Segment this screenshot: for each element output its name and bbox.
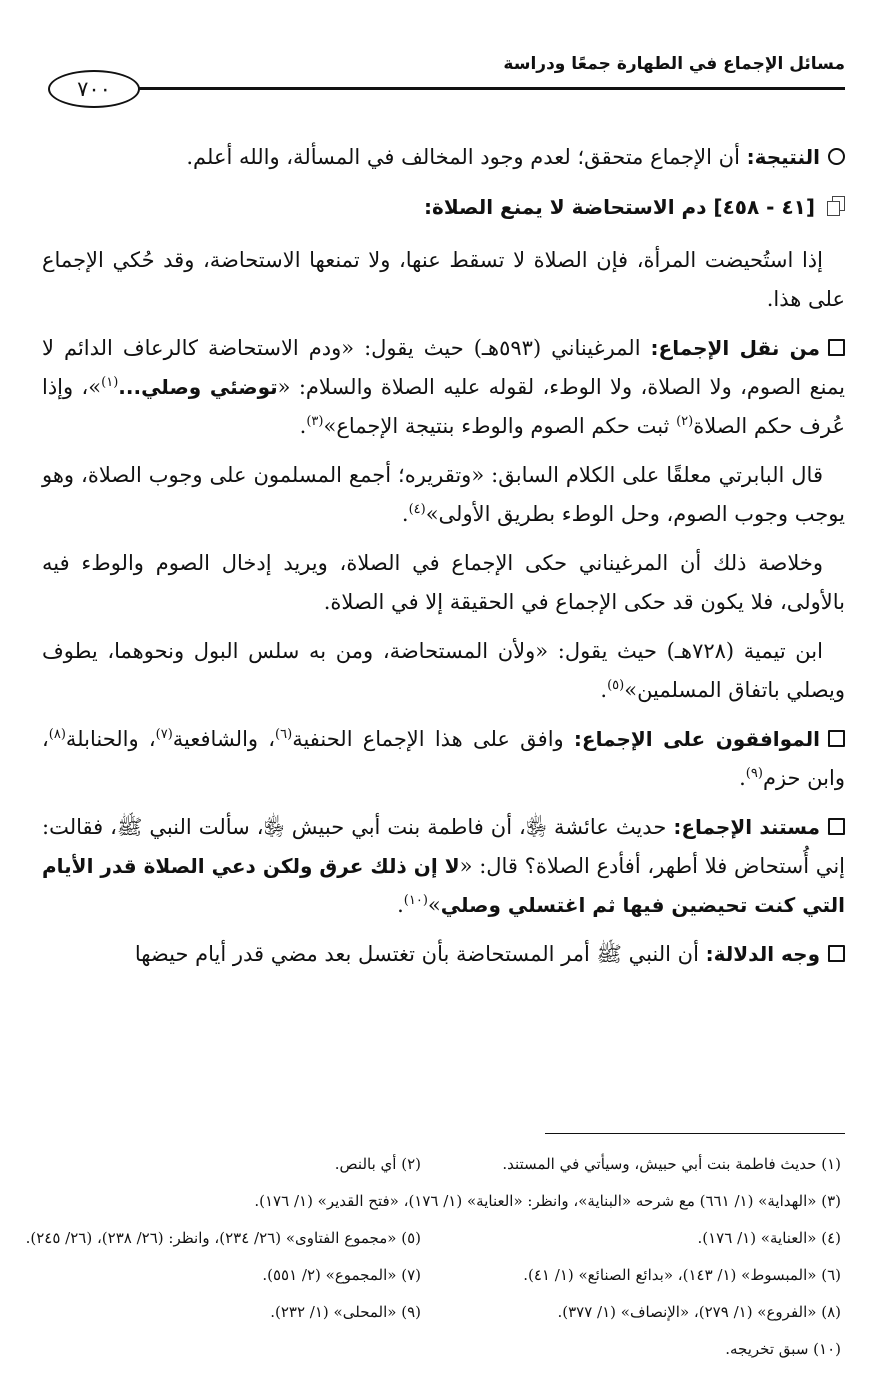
agreeing-text-4: ، وابن حزم: [42, 727, 845, 790]
transmitters-label: من نقل الإجماع:: [650, 336, 821, 360]
agreeing-label: الموافقون على الإجماع:: [573, 727, 820, 751]
footnote-row: [42, 1183, 841, 1220]
square-bullet-icon: [828, 945, 845, 962]
basis-hadith: لا إن ذلك عرق ولكن دعي الصلاة قدر الأيام التي كنت تحيضين فيها ثم اغتسلي وصلي: [42, 854, 845, 917]
page-number: ٧٠٠: [48, 70, 140, 108]
footnote-ref-6: (٦): [275, 727, 293, 742]
footnote-row: [42, 1257, 841, 1294]
square-bullet-icon: [828, 339, 845, 356]
evidence-label: وجه الدلالة:: [705, 942, 820, 966]
summary-paragraph: وخلاصة ذلك أن المرغيناني حكى الإجماع في الصلاة، ويريد إدخال الصوم والوطء فيه بالأولى، فلا يكون قد حكى الإجماع في الحقيقة إلا في الصلاة.: [42, 551, 845, 614]
footnotes: [25, 1146, 841, 1368]
babarti-end: .: [401, 502, 409, 526]
basis-end: .: [397, 893, 404, 917]
header-rule: [115, 87, 845, 90]
footnote-ref-1: (١): [101, 375, 119, 390]
evidence-paragraph: [42, 935, 845, 974]
footnote-7: (٧) «المجموع» (٢/ ٥٥١).: [262, 1266, 421, 1284]
agreeing-text-1: وافق على هذا الإجماع الحنفية: [292, 727, 564, 751]
basis-paragraph: [42, 808, 845, 925]
ibn-taymiyya-paragraph: [42, 632, 845, 710]
footnote-ref-2: (٢): [676, 414, 694, 429]
square-bullet-icon: [828, 818, 845, 835]
transmitters-end: .: [299, 414, 307, 438]
footnote-row: [42, 1146, 841, 1183]
footnote-10: (١٠) سبق تخريجه.: [725, 1340, 841, 1358]
copy-icon: [825, 196, 845, 216]
footnote-ref-8: (٨): [48, 727, 66, 742]
footnote-ref-3: (٣): [306, 414, 324, 429]
result-text: أن الإجماع متحقق؛ لعدم وجود المخالف في المسألة، والله أعلم.: [186, 145, 740, 169]
agreeing-paragraph: [42, 720, 845, 798]
basis-text-2: »: [427, 893, 441, 917]
footnote-ref-5: (٥): [607, 678, 625, 693]
ibn-taymiyya-text: ابن تيمية (٧٢٨هـ) حيث يقول: «ولأن المستحاضة، ومن به سلس البول ونحوهما، يطوف ويصلي باتفاق المسلمين»: [42, 639, 845, 702]
square-bullet-icon: [828, 730, 845, 747]
result-paragraph: [42, 138, 845, 177]
footnote-3: (٣) «الهداية» (١/ ٦٦١) مع شرحه «البناية»، وانظر: «العناية» (١/ ١٧٦)، «فتح القدير» (١/ ١٧٦).: [254, 1192, 841, 1210]
babarti-paragraph: [42, 456, 845, 534]
basis-text-1: حديث عائشة ﵂، أن فاطمة بنت أبي حبيش ﵂، سألت النبي ﷺ، فقالت: إني أُستحاض فلا أطهر، أفأدع الصلاة؟ قال: «: [42, 815, 845, 878]
transmitters-paragraph: [42, 329, 845, 446]
footnote-ref-7: (٧): [155, 727, 173, 742]
running-title: مسائل الإجماع في الطهارة جمعًا ودراسة: [503, 54, 845, 74]
issue-title: [٤١ - ٤٥٨] دم الاستحاضة لا يمنع الصلاة:: [424, 195, 815, 219]
footnote-row: [42, 1294, 841, 1331]
footnote-ref-9: (٩): [745, 766, 763, 781]
footnote-5: (٥) «مجموع الفتاوى» (٢٦/ ٢٣٤)، وانظر: (٢٦/ ٢٣٨)، (٢٦/ ٢٤٥).: [25, 1229, 421, 1247]
basis-label: مستند الإجماع:: [673, 815, 820, 839]
agreeing-end: .: [739, 766, 746, 790]
footnote-6: (٦) «المبسوط» (١/ ١٤٣)، «بدائع الصنائع» (١/ ٤١).: [523, 1266, 841, 1284]
result-label: النتيجة:: [746, 145, 820, 169]
transmitters-text-3: ثبت حكم الصوم والوطء بنتيجة الإجماع»: [323, 414, 677, 438]
agreeing-text-2: ، والشافعية: [172, 727, 276, 751]
footnote-1: (١) حديث فاطمة بنت أبي حبيش، وسيأتي في المستند.: [502, 1155, 841, 1173]
footnote-row: [42, 1331, 841, 1368]
ibn-taymiyya-end: .: [600, 678, 608, 702]
footnote-4: (٤) «العناية» (١/ ١٧٦).: [697, 1229, 841, 1247]
footnote-rule: [545, 1133, 845, 1134]
transmitters-text-2: »، وإذا عُرف حكم الصلاة: [42, 375, 845, 438]
agreeing-text-3: ، والحنابلة: [65, 727, 156, 751]
footnote-2: (٢) أي بالنص.: [334, 1155, 421, 1173]
footnote-ref-10: (١٠): [403, 893, 428, 908]
main-text: [42, 138, 845, 984]
footnote-9: (٩) «المحلى» (١/ ٢٣٢).: [270, 1303, 421, 1321]
babarti-text: قال البابرتي معلقًا على الكلام السابق: «وتقريره؛ أجمع المسلمون على وجوب الصلاة، وهو يوجب وجوب الصوم، وحل الوطء بطريق الأولى»: [42, 463, 845, 526]
footnote-8: (٨) «الفروع» (١/ ٢٧٩)، «الإنصاف» (١/ ٣٧٧).: [557, 1303, 841, 1321]
circle-bullet-icon: [828, 148, 845, 165]
transmitters-text-1: المرغيناني (٥٩٣هـ) حيث يقول: «ودم الاستحاضة كالرعاف الدائم لا يمنع الصوم، ولا الصلاة، ولا الوطء، لقوله عليه الصلاة والسلام: «: [42, 336, 845, 399]
intro-paragraph: إذا استُحيضت المرأة، فإن الصلاة لا تسقط عنها، ولا تمنعها الاستحاضة، وقد حُكي الإجماع على هذا.: [42, 248, 845, 311]
footnote-row: [25, 1220, 841, 1257]
footnote-ref-4: (٤): [408, 502, 426, 517]
hadith-quote: توضئي وصلي...: [118, 375, 278, 399]
evidence-text: أن النبي ﷺ أمر المستحاضة بأن تغتسل بعد مضي قدر أيام حيضها: [134, 942, 699, 966]
issue-heading: [42, 187, 845, 227]
